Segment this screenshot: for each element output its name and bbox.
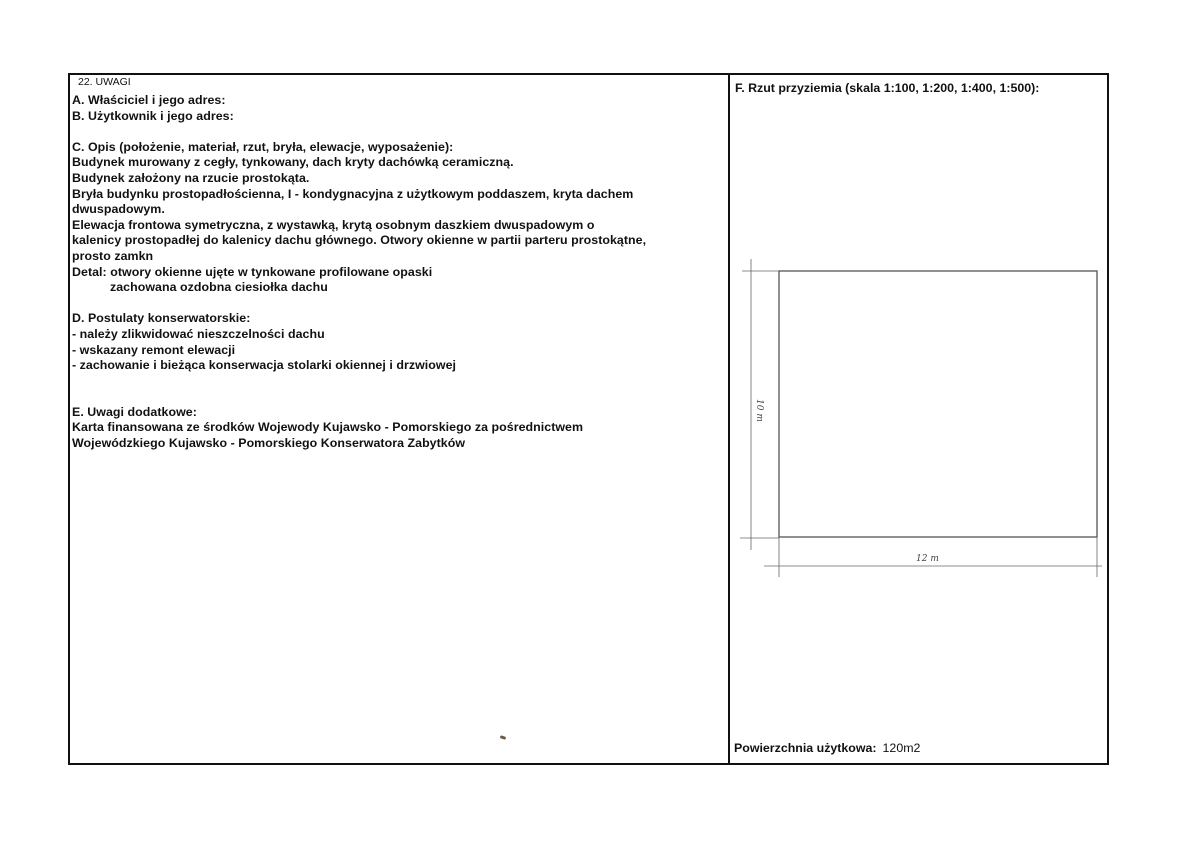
description-line: Budynek założony na rzucie prostokąta. (72, 170, 310, 185)
owner-heading: A. Właściciel i jego adres: (72, 93, 226, 107)
description-line: kalenicy prostopadłej do kalenicy dachu głównego. Otwory okienne w partii parteru prostokątne, (72, 233, 647, 248)
user-heading: B. Użytkownik i jego adres: (72, 108, 234, 123)
description-line: prosto zamkn (72, 248, 154, 263)
floor-plan-title: F. Rzut przyziemia (skala 1:100, 1:200, 1:400, 1:500): (735, 81, 1040, 95)
usable-area-label: Powierzchnia użytkowa: (734, 741, 877, 755)
spacer (72, 374, 728, 390)
conservation-item: - zachowanie i bieżąca konserwacja stolarki okiennej i drzwiowej (72, 358, 456, 373)
spacer (72, 296, 728, 312)
description-indent-line: zachowana ozdobna ciesiołka dachu (110, 280, 328, 295)
description-line: Budynek murowany z cegły, tynkowany, dach kryty dachówką ceramiczną. (72, 155, 514, 170)
conservation-item: - należy zlikwidować nieszczelności dachu (72, 326, 325, 341)
usable-area-row (734, 741, 920, 755)
floor-plan-sketch (730, 255, 1108, 585)
description-heading: C. Opis (położenie, materiał, rzut, bryła, elewacje, wyposażenie): (72, 139, 454, 154)
description-line: Bryła budynku prostopadłościenna, I - kondygnacyjna z użytkowym poddaszem, kryta dachem (72, 186, 634, 201)
additional-line: Karta finansowana ze środków Wojewody Kujawsko - Pomorskiego za pośrednictwem (72, 420, 584, 435)
spacer (72, 124, 728, 140)
additional-line: Wojewódzkiego Kujawsko - Pomorskiego Konserwatora Zabytków (72, 436, 466, 451)
height-label: 10 m (754, 399, 764, 422)
usable-area-value: 120m2 (882, 741, 921, 755)
description-line: Elewacja frontowa symetryczna, z wystawką, krytą osobnym daszkiem dwuspadowym o (72, 217, 595, 232)
description-line: dwuspadowym. (72, 202, 165, 217)
width-label: 12 m (916, 554, 939, 564)
description-line: Detal: otwory okienne ujęte w tynkowane profilowane opaski (72, 264, 433, 279)
building-outline (779, 271, 1097, 537)
spacer (72, 389, 728, 405)
conservation-item: - wskazany remont elewacji (72, 342, 236, 357)
section-number: 22. UWAGI (78, 76, 131, 88)
remarks-column (72, 75, 726, 761)
additional-heading: E. Uwagi dodatkowe: (72, 404, 197, 419)
remarks-text (72, 93, 728, 452)
conservation-heading: D. Postulaty konserwatorskie: (72, 311, 251, 326)
